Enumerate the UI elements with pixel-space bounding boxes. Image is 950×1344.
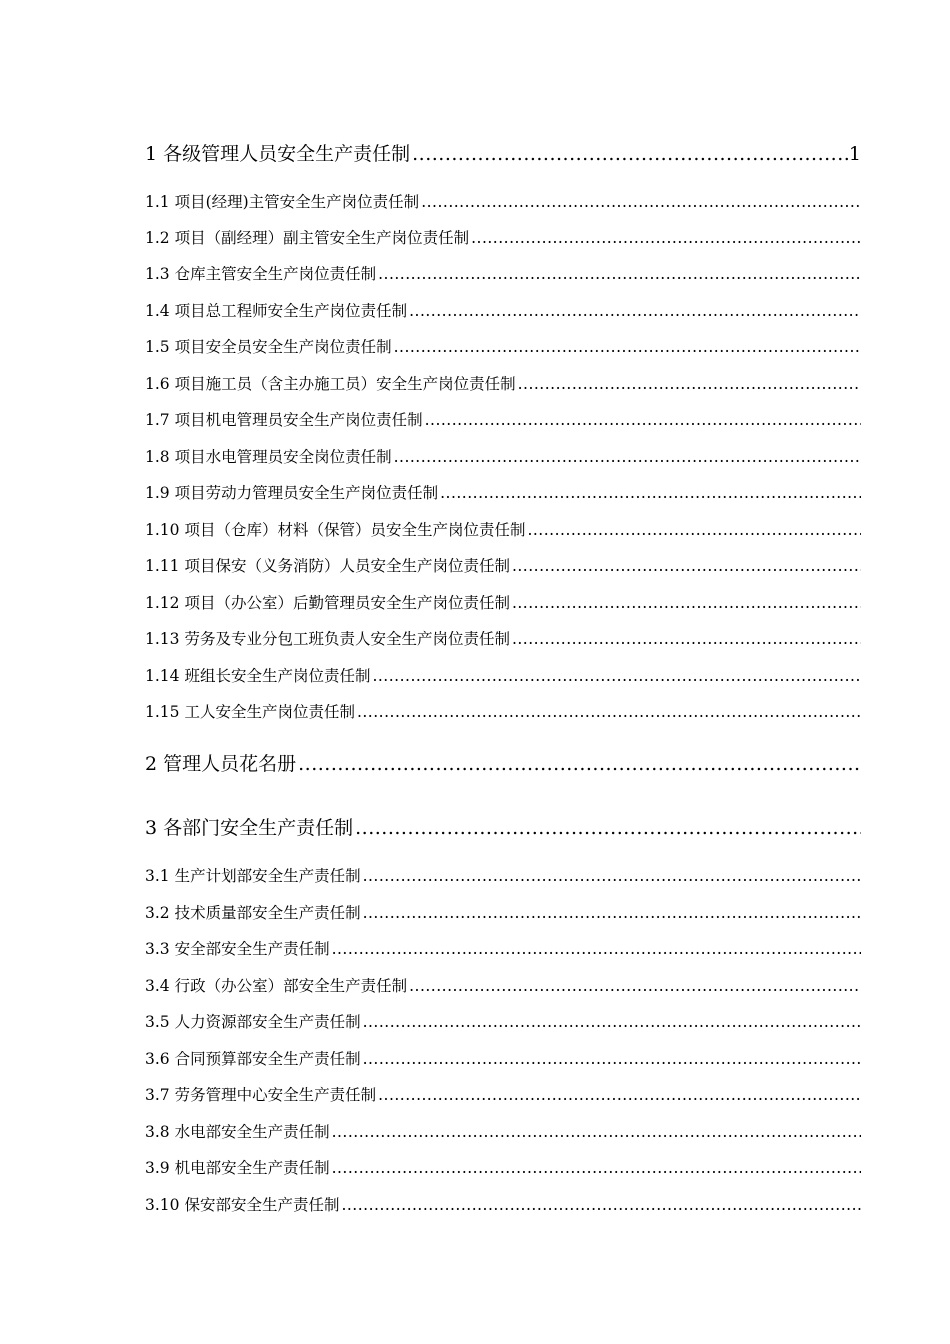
toc-entry-1-9[interactable] (145, 481, 861, 503)
toc-entry-text: 3.2 技术质量部安全生产责任制 (145, 904, 361, 922)
toc-dot-leader (421, 193, 861, 211)
toc-entry-3-1[interactable] (145, 864, 861, 886)
toc-entry-text: 2 管理人员花名册 (145, 753, 297, 775)
toc-entry-text: 3.3 安全部安全生产责任制 (145, 940, 330, 958)
toc-entry-text: 3.4 行政（办公室）部安全生产责任制 (145, 977, 408, 995)
toc-entry-text: 1.4 项目总工程师安全生产岗位责任制 (145, 302, 408, 320)
toc-entry-3-10[interactable] (145, 1193, 861, 1215)
toc-dot-leader (355, 817, 861, 839)
toc-entry-text: 1.7 项目机电管理员安全生产岗位责任制 (145, 411, 423, 429)
toc-entry-text: 1.12 项目（办公室）后勤管理员安全生产岗位责任制 (145, 594, 510, 612)
toc-entry-1-14[interactable] (145, 664, 861, 686)
toc-entry-1-15[interactable] (145, 700, 861, 722)
toc-entry-text: 1.14 班组长安全生产岗位责任制 (145, 667, 371, 685)
toc-entry-text: 3.5 人力资源部安全生产责任制 (145, 1013, 361, 1031)
toc-entry-1-4[interactable] (145, 299, 861, 321)
toc-entry-3-4[interactable] (145, 974, 861, 996)
toc-entry-1-10[interactable] (145, 518, 861, 540)
toc-dot-leader (298, 753, 861, 775)
toc-dot-leader (512, 557, 861, 575)
toc-dot-leader (363, 867, 861, 885)
toc-entry-text: 3.1 生产计划部安全生产责任制 (145, 867, 361, 885)
toc-entry-text: 1.1 项目(经理)主管安全生产岗位责任制 (145, 193, 420, 211)
toc-dot-leader (363, 1050, 861, 1068)
toc-page-number: 1 (848, 143, 861, 165)
toc-entry-text: 1.8 项目水电管理员安全岗位责任制 (145, 448, 392, 466)
toc-dot-leader (409, 302, 861, 320)
toc-entry-text: 1.9 项目劳动力管理员安全生产岗位责任制 (145, 484, 439, 502)
toc-dot-leader (378, 1086, 861, 1104)
toc-entry-text: 3.6 合同预算部安全生产责任制 (145, 1050, 361, 1068)
toc-dot-leader (518, 375, 861, 393)
toc-entry-text: 3.8 水电部安全生产责任制 (145, 1123, 330, 1141)
toc-entry-text: 1.3 仓库主管安全生产岗位责任制 (145, 265, 377, 283)
toc-entry-text: 1 各级管理人员安全生产责任制 (145, 143, 411, 165)
toc-entry-3-3[interactable] (145, 937, 861, 959)
toc-entry-2[interactable] (145, 749, 861, 777)
toc-entry-1-7[interactable] (145, 408, 861, 430)
toc-entry-text: 1.13 劳务及专业分包工班负责人安全生产岗位责任制 (145, 630, 510, 648)
toc-entry-text: 1.5 项目安全员安全生产岗位责任制 (145, 338, 392, 356)
toc-entry-1-1[interactable] (145, 190, 861, 212)
toc-entry-text: 3 各部门安全生产责任制 (145, 817, 354, 839)
toc-entry-3-2[interactable] (145, 901, 861, 923)
toc-entry-3-9[interactable] (145, 1156, 861, 1178)
toc-entry-1-3[interactable] (145, 262, 861, 284)
toc-dot-leader (471, 229, 861, 247)
toc-dot-leader (425, 411, 861, 429)
toc-dot-leader (357, 703, 861, 721)
toc-dot-leader (440, 484, 861, 502)
toc-entry-text: 3.9 机电部安全生产责任制 (145, 1159, 330, 1177)
toc-dot-leader (394, 448, 861, 466)
toc-entry-1-5[interactable] (145, 335, 861, 357)
toc-dot-leader (363, 1013, 861, 1031)
toc-entry-text: 3.7 劳务管理中心安全生产责任制 (145, 1086, 377, 1104)
toc-dot-leader (372, 667, 861, 685)
toc-entry-text: 1.10 项目（仓库）材料（保管）员安全生产岗位责任制 (145, 521, 526, 539)
toc-entry-3-6[interactable] (145, 1047, 861, 1069)
toc-entry-text: 1.11 项目保安（义务消防）人员安全生产岗位责任制 (145, 557, 510, 575)
toc-dot-leader (341, 1196, 861, 1214)
toc-dot-leader (409, 977, 861, 995)
toc-dot-leader (512, 630, 861, 648)
toc-entry-1-11[interactable] (145, 554, 861, 576)
toc-entry-1-6[interactable] (145, 372, 861, 394)
toc-entry-1-2[interactable] (145, 226, 861, 248)
toc-entry-1-12[interactable] (145, 591, 861, 613)
toc-dot-leader (378, 265, 861, 283)
toc-dot-leader (412, 143, 849, 165)
toc-dot-leader (527, 521, 861, 539)
toc-entry-3-7[interactable] (145, 1083, 861, 1105)
toc-entry-text: 1.15 工人安全生产岗位责任制 (145, 703, 355, 721)
toc-dot-leader (332, 1159, 861, 1177)
toc-entry-1[interactable] (145, 139, 861, 167)
toc-entry-text: 1.2 项目（副经理）副主管安全生产岗位责任制 (145, 229, 470, 247)
toc-entry-3[interactable] (145, 813, 861, 841)
toc-entry-text: 3.10 保安部安全生产责任制 (145, 1196, 340, 1214)
toc-dot-leader (512, 594, 861, 612)
toc-entry-1-13[interactable] (145, 627, 861, 649)
toc-dot-leader (332, 1123, 861, 1141)
toc-dot-leader (332, 940, 861, 958)
toc-entry-1-8[interactable] (145, 445, 861, 467)
toc-entry-text: 1.6 项目施工员（含主办施工员）安全生产岗位责任制 (145, 375, 516, 393)
toc-entry-3-5[interactable] (145, 1010, 861, 1032)
toc-dot-leader (394, 338, 861, 356)
toc-dot-leader (363, 904, 861, 922)
toc-entry-3-8[interactable] (145, 1120, 861, 1142)
